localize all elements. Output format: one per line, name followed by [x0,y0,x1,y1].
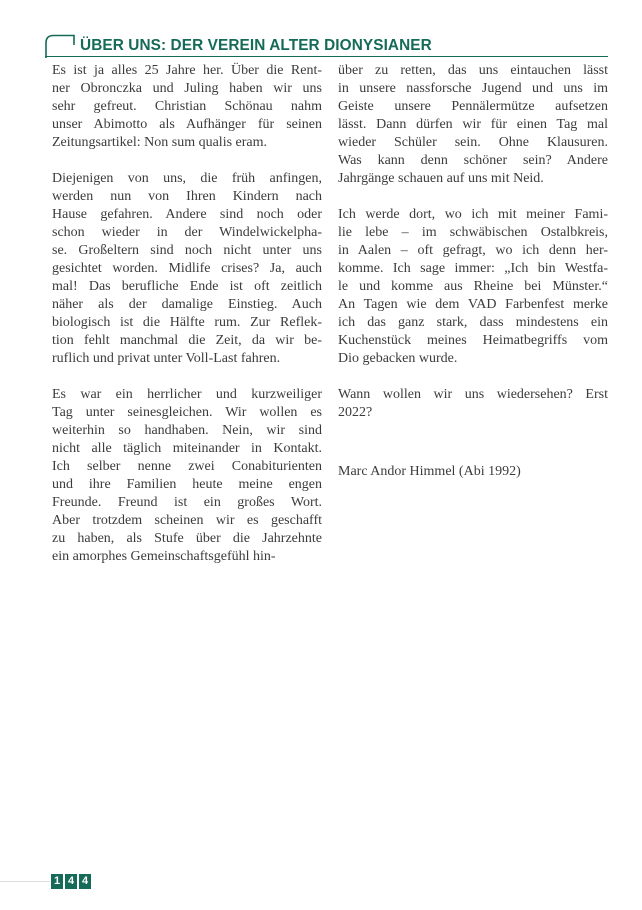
paragraph [338,386,608,422]
text-line: An Tagen wie dem VAD Farbenfest merke [338,297,608,312]
text-line: Freunde. Freund ist ein großes Wort. [52,495,322,510]
text-line: Geiste unsere Pennälermütze aufsetzen [338,99,608,114]
text-line: in Aalen – oft gefragt, wo ich denn her- [338,243,608,258]
text-line: le und komme aus Rheine bei Münster.“ [338,279,608,294]
text-line: Wann wollen wir uns wiedersehen? Erst [338,387,608,402]
text-line: ein amorphes Gemeinschaftsgefühl hin- [52,549,276,564]
page-number-digit: 1 [51,874,63,889]
text-line: ich das ganz stark, dass mindestens ein [338,315,608,330]
text-line: tion fehlt manchmal die Zeit, da wir be- [52,333,322,348]
section-tab-icon [45,34,77,58]
text-line: über zu retten, das uns eintauchen lässt [338,63,608,78]
text-line: näher als der damalige Einstieg. Auch [52,297,322,312]
text-line: 2022? [338,405,373,420]
text-line: komme. Ich sage immer: „Ich bin Westfa- [338,261,608,276]
text-line: lie lebe – im schwäbischen Ostalbkreis, [338,225,608,240]
paragraph [338,206,608,368]
paragraph [52,386,322,566]
text-line: unser Abimotto als Aufhänger für seinen [52,117,322,132]
page-number-digit: 4 [65,874,77,889]
section-header [45,30,608,57]
footer-rule [0,881,50,882]
text-line: und ihre Familien heute meine engen [52,477,322,492]
text-line: Kuchenstück meines Heimatbegriffs vom [338,333,608,348]
text-line: wieder Schüler sein. Ohne Klausuren. [338,135,608,150]
text-line: Ich werde dort, wo ich mit meiner Fami- [338,207,608,222]
text-line: Es war ein herrlicher und kurzweiliger [52,387,322,402]
right-column [338,62,608,584]
text-line: Zeitungsartikel: Non sum qualis eram. [52,135,268,150]
text-line: zu haben, als Stufe über die Jahrzehnte [52,531,322,546]
page-number-digit: 4 [79,874,91,889]
text-line: gesichtet worden. Midlife crises? Ja, auch [52,261,322,276]
paragraph [338,62,608,188]
text-line: ner Obronczka und Juling haben wir uns [52,81,322,96]
text-line: Dio gebacken wurde. [338,351,458,366]
paragraph [52,170,322,368]
text-line: Hause gefahren. Andere sind noch oder [52,207,322,222]
text-line: Aber trotzdem scheinen wir es geschafft [52,513,322,528]
section-title: ÜBER UNS: DER VEREIN ALTER DIONYSIANER [80,37,432,54]
author-signature: Marc Andor Himmel (Abi 1992) [338,464,521,479]
text-line: lässt. Dann dürfen wir für einen Tag mal [338,117,608,132]
text-line: schon wieder in der Windelwickelpha- [52,225,322,240]
text-line: Tag unter seinesgleichen. Wir wollen es [52,405,322,420]
text-line: ruflich und privat unter Voll-Last fahren. [52,351,281,366]
text-line: Jahrgänge schauen auf uns mit Neid. [338,171,544,186]
text-line: sehr gefreut. Christian Schönau nahm [52,99,322,114]
text-line: Ich selber nenne zwei Conabiturienten [52,459,322,474]
paragraph [52,62,322,152]
text-line: biologisch ist die Hälfte rum. Zur Reflek- [52,315,322,330]
article-body [52,62,608,584]
text-line: Diejenigen von uns, die früh anfingen, [52,171,322,186]
page-number [51,874,91,889]
left-column [52,62,322,584]
text-line: Was kann denn schöner sein? Andere [338,153,608,168]
text-line: werden nun von Ihren Kindern nach [52,189,322,204]
text-line: se. Großeltern sind noch nicht unter uns [52,243,322,258]
text-line: Es ist ja alles 25 Jahre her. Über die Rent- [52,63,322,78]
text-line: nicht alle täglich miteinander in Kontakt. [52,441,322,456]
text-line: in unsere nassforsche Jugend und uns im [338,81,608,96]
text-line: weiterhin so handhaben. Nein, wir sind [52,423,322,438]
text-line: mal! Das berufliche Ende ist oft zeitlich [52,279,322,294]
